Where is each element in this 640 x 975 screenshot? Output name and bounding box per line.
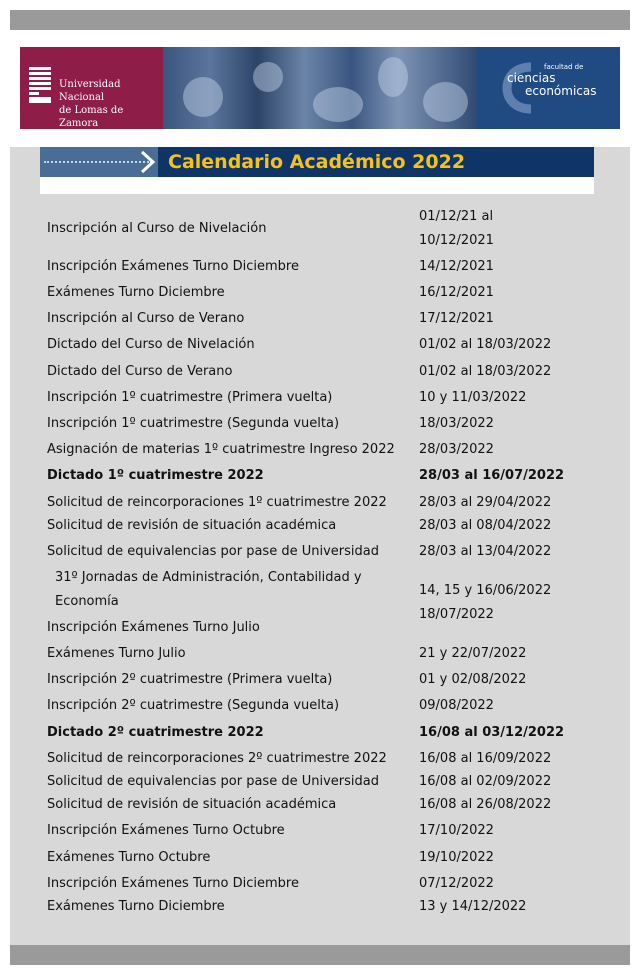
event-date: 07/12/2022 xyxy=(419,876,494,891)
event-date: 16/08 al 16/09/2022 xyxy=(419,751,552,766)
header-banner xyxy=(20,47,620,129)
event-label: Inscripción 2º cuatrimestre (Primera vuelta) xyxy=(47,672,333,687)
event-label: Exámenes Turno Octubre xyxy=(47,850,211,865)
event-label: Inscripción al Curso de Verano xyxy=(47,311,245,326)
event-label: Dictado del Curso de Verano xyxy=(47,364,233,379)
event-date-highlight: 16/08 al 03/12/2022 xyxy=(419,725,565,740)
event-label: Inscripción 1º cuatrimestre (Primera vuelta) xyxy=(47,390,333,405)
event-date: 01 y 02/08/2022 xyxy=(419,672,527,687)
event-label: Inscripción Exámenes Turno Diciembre xyxy=(47,259,299,274)
event-date: 28/03/2022 xyxy=(419,442,494,457)
event-date: 21 y 22/07/2022 xyxy=(419,646,527,661)
event-date: 13 y 14/12/2022 xyxy=(419,899,527,914)
faculty-label-small: facultad de xyxy=(544,63,584,71)
event-date: 14, 15 y 16/06/2022 xyxy=(419,583,552,598)
event-date: 01/02 al 18/03/2022 xyxy=(419,364,552,379)
top-gray-bar xyxy=(10,10,630,30)
title-bar xyxy=(40,147,594,177)
event-label: Exámenes Turno Julio xyxy=(47,646,186,661)
event-date-line2: 10/12/2021 xyxy=(419,233,494,248)
event-date: 16/08 al 02/09/2022 xyxy=(419,774,552,789)
title-bar-accent xyxy=(40,147,158,177)
event-date: 18/03/2022 xyxy=(419,416,494,431)
faculty-logo[interactable] xyxy=(477,47,620,129)
university-name-line1: Universidad Nacional xyxy=(59,79,121,103)
event-label: 31º Jornadas de Administración, Contabilidad y xyxy=(55,570,362,585)
event-label: Solicitud de reincorporaciones 1º cuatrimestre 2022 xyxy=(47,495,387,510)
event-label: Inscripción 2º cuatrimestre (Segunda vuelta) xyxy=(47,698,340,713)
event-label: Solicitud de equivalencias por pase de Universidad xyxy=(47,774,379,789)
event-label: Dictado del Curso de Nivelación xyxy=(47,337,255,352)
event-label: Solicitud de revisión de situación académica xyxy=(47,797,337,812)
event-date: 28/03 al 08/04/2022 xyxy=(419,518,552,533)
event-label: Solicitud de equivalencias por pase de Universidad xyxy=(47,544,379,559)
event-label: Inscripción 1º cuatrimestre (Segunda vuelta) xyxy=(47,416,340,431)
event-date: 16/08 al 26/08/2022 xyxy=(419,797,552,812)
university-emblem-icon xyxy=(27,65,53,105)
university-logo[interactable] xyxy=(20,47,163,129)
bottom-gray-bar xyxy=(10,945,630,965)
chevron-right-icon xyxy=(138,150,158,174)
event-date: 17/10/2022 xyxy=(419,823,494,838)
event-date: 10 y 11/03/2022 xyxy=(419,390,527,405)
event-label-highlight: Dictado 1º cuatrimestre 2022 xyxy=(47,468,264,483)
event-label: Inscripción Exámenes Turno Diciembre xyxy=(47,876,299,891)
students-photo xyxy=(163,47,477,129)
header xyxy=(10,30,630,147)
event-date: 01/02 al 18/03/2022 xyxy=(419,337,552,352)
event-date: 17/12/2021 xyxy=(419,311,494,326)
event-label: Inscripción al Curso de Nivelación xyxy=(47,221,267,236)
event-date: 19/10/2022 xyxy=(419,850,494,865)
faculty-label-ciencias: ciencias xyxy=(507,71,556,85)
event-date-highlight: 28/03 al 16/07/2022 xyxy=(419,468,565,483)
event-label-line2: Economía xyxy=(55,594,119,609)
event-date: 09/08/2022 xyxy=(419,698,494,713)
event-date: 28/03 al 29/04/2022 xyxy=(419,495,552,510)
event-label: Solicitud de revisión de situación académica xyxy=(47,518,337,533)
event-label-highlight: Dictado 2º cuatrimestre 2022 xyxy=(47,725,264,740)
event-date: 28/03 al 13/04/2022 xyxy=(419,544,552,559)
event-date: 01/12/21 al xyxy=(419,209,494,224)
title-section xyxy=(40,147,594,194)
title-dots xyxy=(44,161,152,165)
event-label: Solicitud de reincorporaciones 2º cuatrimestre 2022 xyxy=(47,751,387,766)
event-label: Asignación de materias 1º cuatrimestre Ingreso 2022 xyxy=(47,442,395,457)
university-name-line2: de Lomas de Zamora xyxy=(59,105,124,129)
event-date: 18/07/2022 xyxy=(419,607,494,622)
page-title: Calendario Académico 2022 xyxy=(168,151,466,173)
event-label: Exámenes Turno Diciembre xyxy=(47,285,225,300)
page-frame xyxy=(10,10,630,965)
event-label: Exámenes Turno Diciembre xyxy=(47,899,225,914)
event-label: Inscripción Exámenes Turno Julio xyxy=(47,620,260,635)
event-date: 16/12/2021 xyxy=(419,285,494,300)
faculty-label-economicas: económicas xyxy=(525,84,597,98)
event-label: Inscripción Exámenes Turno Octubre xyxy=(47,823,285,838)
university-name xyxy=(59,78,163,130)
event-date: 14/12/2021 xyxy=(419,259,494,274)
